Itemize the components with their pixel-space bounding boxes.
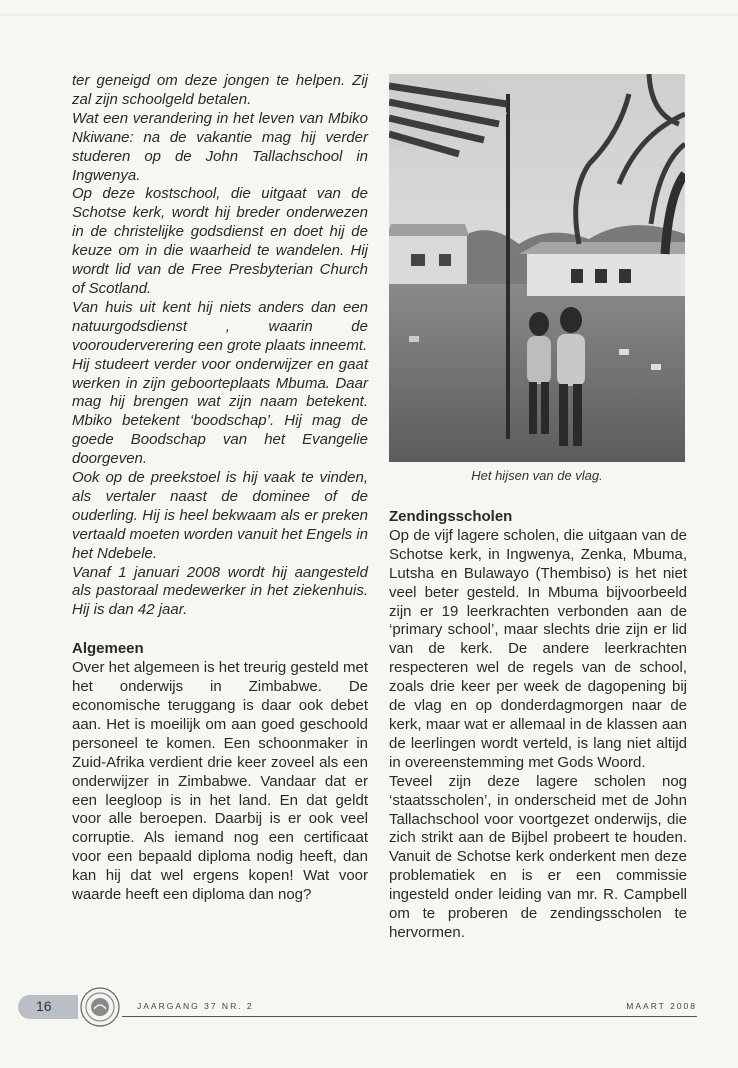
page-number: 16 — [36, 998, 52, 1014]
story-paragraph: Vanaf 1 januari 2008 wordt hij aangesteld als pastoraal medewerker in het ziekenhuis. Hij is dan 42 jaar. — [72, 563, 368, 619]
flag-raising-photo — [389, 74, 685, 462]
footer-rule — [122, 1016, 697, 1017]
emblem-icon — [80, 987, 120, 1027]
story-paragraph: Wat een verandering in het leven van Mbiko Nkiwane: na de vakantie mag hij verder studeren op de John Tallachschool in Ingwenya. — [72, 109, 368, 184]
top-rule — [0, 14, 738, 17]
section-algemeen — [72, 640, 368, 905]
left-column — [72, 72, 368, 905]
issue-date: MAART 2008 — [626, 1001, 697, 1011]
story-paragraph: Op deze kostschool, die uitgaat van de Schotse kerk, wordt hij breder onderwezen in de christelijke godsdienst en doet hij de keuze om in die waarheid te wandelen. Hij wordt lid van de Free Presbyterian Church of Scotland. — [72, 185, 368, 297]
photo-caption: Het hijsen van de vlag. — [471, 468, 603, 483]
story-text — [72, 72, 368, 620]
story-paragraph: ter geneigd om deze jongen te helpen. Zij zal zijn schoolgeld betalen. — [72, 72, 368, 108]
section-paragraph: Teveel zijn deze lagere scholen nog ‘staatsscholen’, in onderscheid met de John Tallachschool voor voortgezet onderwijs, die zich strikt aan de Bijbel probeert te houden. Vanuit de Schotse kerk onderkent men deze problematiek en is er een commissie ingesteld onder leiding van mr. R. Campbell om te proberen de zendingsscholen te hervormen. — [389, 772, 687, 941]
section-heading: Zendingsscholen — [389, 508, 513, 525]
section-paragraph: Over het algemeen is het treurig gesteld met het onderwijs in Zimbabwe. De economische teruggang is daar ook debet aan. Het is moeilijk om aan goed geschoold personeel te komen. Een schoonmaker in Zuid-Afrika verdient drie keer zoveel als een onderwijzer in Zimbabwe. Vandaar dat er een leegloop is in het land. En dat geldt voor alle beroepen. Daarbij is er ook veel corruptie. Als iemand nog een certificaat voor een bepaald diploma nodig heeft, dan kan hij dat wel ergens kopen! Wat voor waarde heeft een diploma dan nog? — [72, 659, 368, 904]
story-paragraph: Hij studeert verder voor onderwijzer en gaat werken in zijn geboorteplaats Mbuma. Daar mag hij brengen wat zijn naam betekent. Mbiko betekent ‘boodschap’. Hij mag de goede Boodschap van het Evangelie doorgeven. — [72, 355, 368, 468]
section-paragraph: Op de vijf lagere scholen, die uitgaan van de Schotse kerk, in Ingwenya, Zenka, Mbuma, Lutsha en Bulawayo (Thembiso) is het niet veel beter gesteld. In Mbuma bijvoorbeeld zijn er 19 leerkrachten verbonden aan de ‘primary school’, maar slechts drie zijn er lid van de kerk. De andere leerkrachten respecteren wel de regels van de school, zoals drie keer per week de dagopening bij de vlag en op donderdagmorgen naar de kerk, maar wat er allemaal in de klassen aan de leerlingen wordt verteld, is lang niet altijd in overeenstemming met Gods Woord. — [389, 526, 687, 771]
story-paragraph: Ook op de preekstoel is hij vaak te vinden, als vertaler naast de dominee of de ouderling. Hij is heel bekwaam als er preken vertaald moeten worden vanuit het Engels in het Ndebele. — [72, 469, 369, 562]
story-paragraph: Van huis uit kent hij niets anders dan een natuurgodsdienst , waarin de voorouderverering een grote plaats inneemt. — [72, 298, 368, 354]
right-column — [389, 508, 687, 943]
page-footer — [0, 987, 738, 1027]
section-heading: Algemeen — [72, 640, 144, 658]
journal-issue: JAARGANG 37 NR. 2 — [137, 1001, 254, 1011]
